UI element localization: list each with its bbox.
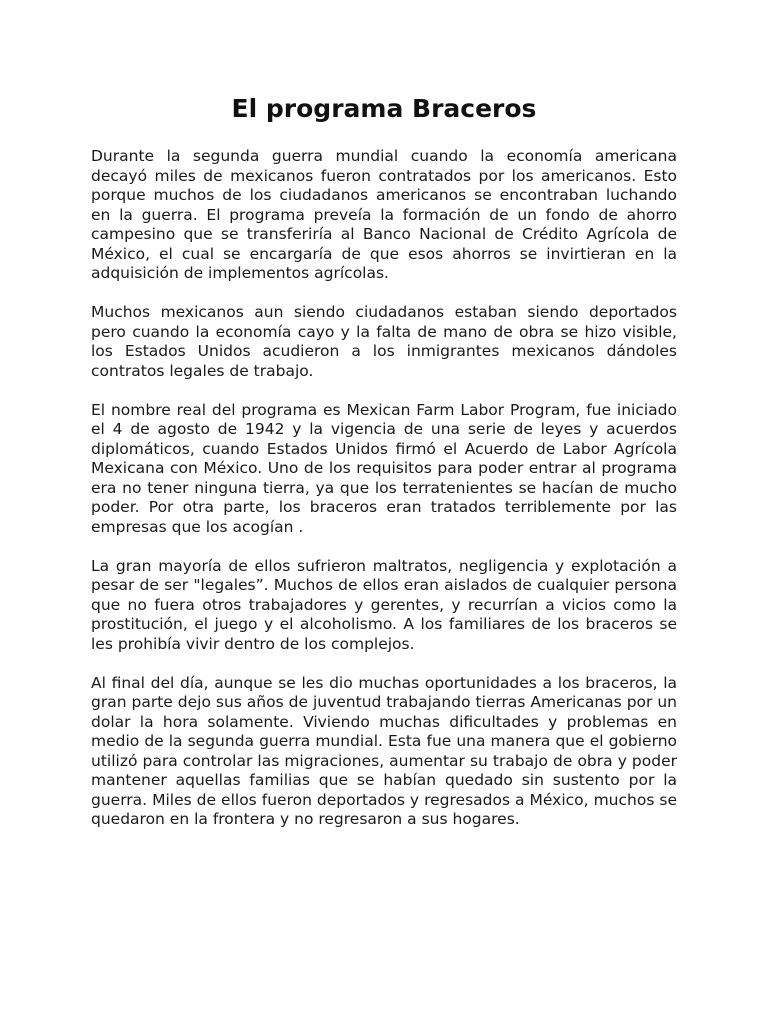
paragraph-2: Muchos mexicanos aun siendo ciudadanos estaban siendo deportados pero cuando la economía cayo y la falta de mano de obra se hizo visible, los Estados Unidos acudieron a los inmigrantes mexicanos dándoles contratos legales de trabajo. [91,303,677,380]
document-body [91,147,677,849]
paragraph-5: Al final del día, aunque se les dio muchas oportunidades a los braceros, la gran parte dejo sus años de juventud trabajando tierras Americanas por un dolar la hora solamente. Viviendo muchas dificultades y problemas en medio de la segunda guerra mundial. Esta fue una manera que el gobierno utilizó para controlar las migraciones, aumentar su trabajo de obra y poder mantener aquellas familias que se habían quedado sin sustento por la guerra. Miles de ellos fueron deportados y regresados a México, muchos se quedaron en la frontera y no regresaron a sus hogares. [91,673,677,828]
paragraph-4: La gran mayoría de ellos sufrieron maltratos, negligencia y explotación a pesar de ser "legales”. Muchos de ellos eran aislados de cualquier persona que no fuera otros trabajadores y gerentes, y recurrían a vicios como la prostitución, el juego y el alcoholismo. A los familiares de los braceros se les prohibía vivir dentro de los complejos. [91,556,677,653]
paragraph-3: El nombre real del programa es Mexican Farm Labor Program, fue iniciado el 4 de agosto de 1942 y la vigencia de una serie de leyes y acuerdos diplomáticos, cuando Estados Unidos firmó el Acuerdo de Labor Agrícola Mexicana con México. Uno de los requisitos para poder entrar al programa era no tener ninguna tierra, ya que los terratenientes se hacían de mucho poder. Por otra parte, los braceros eran tratados terriblemente por las empresas que los acogían . [91,400,677,536]
document-title: El programa Braceros [231,94,537,123]
paragraph-1: Durante la segunda guerra mundial cuando la economía americana decayó miles de mexicanos fueron contratados por los americanos. Esto porque muchos de los ciudadanos americanos se encontraban luchando en la guerra. El programa preveía la formación de un fondo de ahorro campesino que se transferiría al Banco Nacional de Crédito Agrícola de México, el cual se encargaría de que esos ahorros se invirtieran en la adquisición de implementos agrícolas. [91,147,677,282]
